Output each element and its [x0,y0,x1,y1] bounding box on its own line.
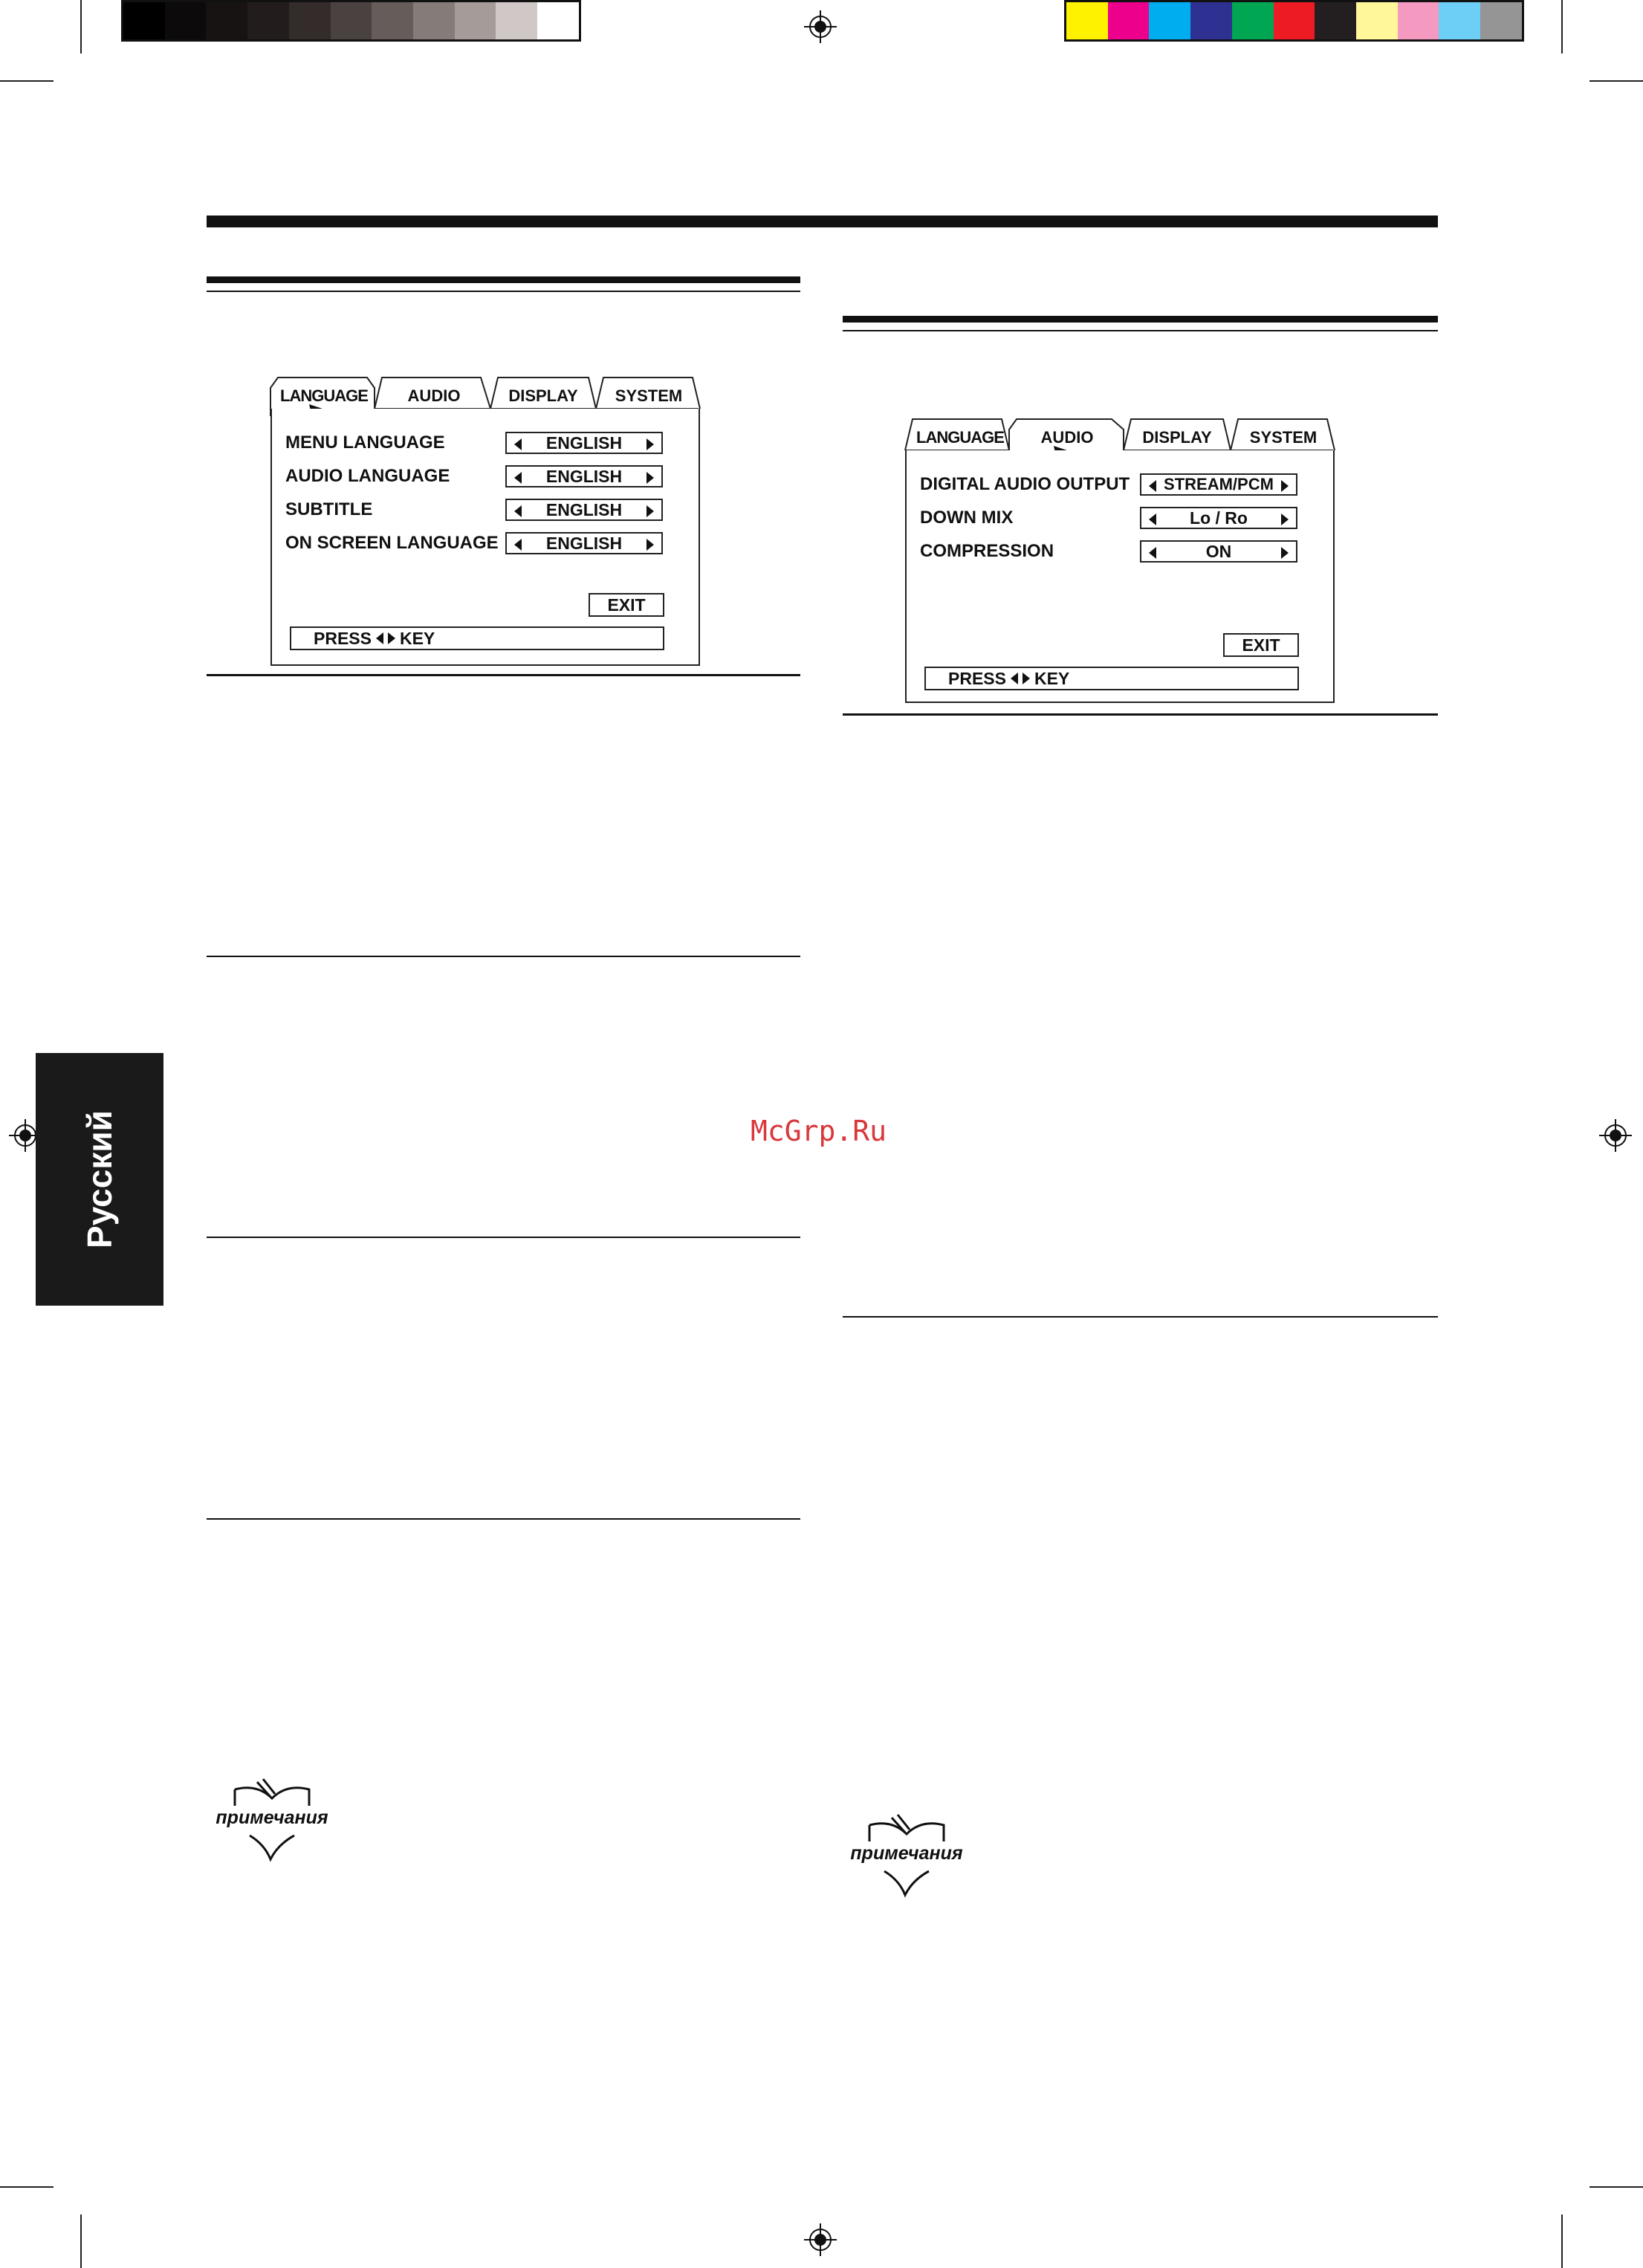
press-key-hint [924,667,1299,690]
gray-swatch [537,2,579,39]
section-rule-thick [843,316,1438,323]
arrow-right-icon[interactable] [1281,480,1289,492]
tab-system[interactable]: SYSTEM [615,386,683,405]
subtitle-selector[interactable] [505,499,663,521]
color-swatch [1274,2,1315,39]
selector-value: ENGLISH [545,432,623,453]
arrow-right-icon[interactable] [646,472,654,484]
arrow-left-icon[interactable] [514,472,522,484]
gray-swatch [413,2,455,39]
section-rule [843,1316,1438,1318]
gray-swatch [123,2,165,39]
registration-mark-icon [804,10,837,43]
selector-value: ON [1205,541,1232,561]
color-swatch [1066,2,1108,39]
gray-swatch [496,2,537,39]
tab-display[interactable]: DISPLAY [1142,428,1212,447]
gray-swatch [372,2,413,39]
registration-mark-icon [1599,1119,1632,1152]
arrow-left-icon [376,632,383,644]
arrow-left-icon [1011,673,1018,684]
selector-value: Lo / Ro [1190,508,1248,528]
row-label: SUBTITLE [285,499,373,519]
notes-icon [840,1812,973,1901]
digital-audio-output-selector[interactable] [1140,473,1297,496]
row-label: AUDIO LANGUAGE [285,466,450,486]
row-label: MENU LANGUAGE [285,432,445,453]
registration-mark-icon [804,2223,837,2256]
gray-swatch [206,2,247,39]
down-mix-selector[interactable] [1140,507,1297,529]
row-label: COMPRESSION [920,541,1054,561]
tab-language[interactable]: LANGUAGE [280,386,368,405]
color-swatch [1149,2,1190,39]
key-label: KEY [399,628,435,648]
tab-display[interactable]: DISPLAY [508,386,578,405]
section-rule-thick [207,276,800,283]
press-key-hint [290,626,664,650]
arrow-left-icon[interactable] [514,539,522,551]
gray-swatch [247,2,289,39]
color-swatch [1439,2,1480,39]
selector-value: ENGLISH [545,466,623,486]
notes-label: примечания [215,1807,328,1828]
process-color-bar [1064,0,1524,42]
gray-swatch [165,2,207,39]
watermark: McGrp.Ru [751,1115,887,1147]
menu-language-selector[interactable] [505,432,663,454]
section-rule [207,1237,800,1238]
row-label: DIGITAL AUDIO OUTPUT [920,474,1130,494]
notes-label: примечания [850,1843,963,1864]
arrow-left-icon[interactable] [514,438,522,450]
arrow-left-icon[interactable] [1149,547,1156,559]
gray-swatch [331,2,372,39]
gray-swatch [289,2,331,39]
arrow-right-icon[interactable] [646,505,654,517]
audio-language-selector[interactable] [505,465,663,487]
gray-swatch [455,2,496,39]
color-swatch [1108,2,1150,39]
color-swatch [1356,2,1398,39]
section-rule [843,713,1438,716]
section-rule [207,674,800,676]
arrow-right-icon[interactable] [646,438,654,450]
selector-value: STREAM/PCM [1164,475,1274,493]
key-label: KEY [1034,668,1070,688]
section-rule [207,1518,800,1520]
color-swatch [1315,2,1356,39]
arrow-right-icon [1023,673,1030,684]
press-label: PRESS [314,628,372,648]
compression-selector[interactable] [1140,540,1297,563]
notes-icon [205,1776,339,1865]
arrow-left-icon[interactable] [1149,513,1156,525]
color-swatch [1232,2,1274,39]
on-screen-language-selector[interactable] [505,532,663,554]
tab-audio[interactable]: AUDIO [1040,428,1094,447]
tab-audio[interactable]: AUDIO [407,386,461,405]
exit-button[interactable]: EXIT [1223,633,1299,657]
tab-language[interactable]: LANGUAGE [916,428,1004,447]
press-label: PRESS [948,668,1006,688]
section-rule-thin [843,330,1438,331]
selector-value: ENGLISH [545,499,623,519]
arrow-right-icon[interactable] [646,539,654,551]
section-rule-thin [207,291,800,292]
audio-setup-menu [904,413,1335,706]
header-rule [207,216,1438,227]
selector-value: ENGLISH [545,533,623,553]
section-rule [207,956,800,957]
side-tab-label: Русский [80,1110,119,1248]
color-swatch [1480,2,1522,39]
row-label: DOWN MIX [920,508,1014,528]
exit-button[interactable]: EXIT [589,593,664,617]
arrow-right-icon[interactable] [1281,513,1289,525]
arrow-right-icon[interactable] [1281,547,1289,559]
arrow-left-icon[interactable] [514,505,522,517]
color-swatch [1398,2,1439,39]
color-swatch [1190,2,1232,39]
row-label: ON SCREEN LANGUAGE [285,533,499,553]
grayscale-color-bar [121,0,581,42]
language-setup-menu [269,372,700,669]
arrow-left-icon[interactable] [1149,480,1156,492]
language-side-tab [36,1053,163,1306]
tab-system[interactable]: SYSTEM [1249,428,1318,447]
arrow-right-icon [388,632,395,644]
